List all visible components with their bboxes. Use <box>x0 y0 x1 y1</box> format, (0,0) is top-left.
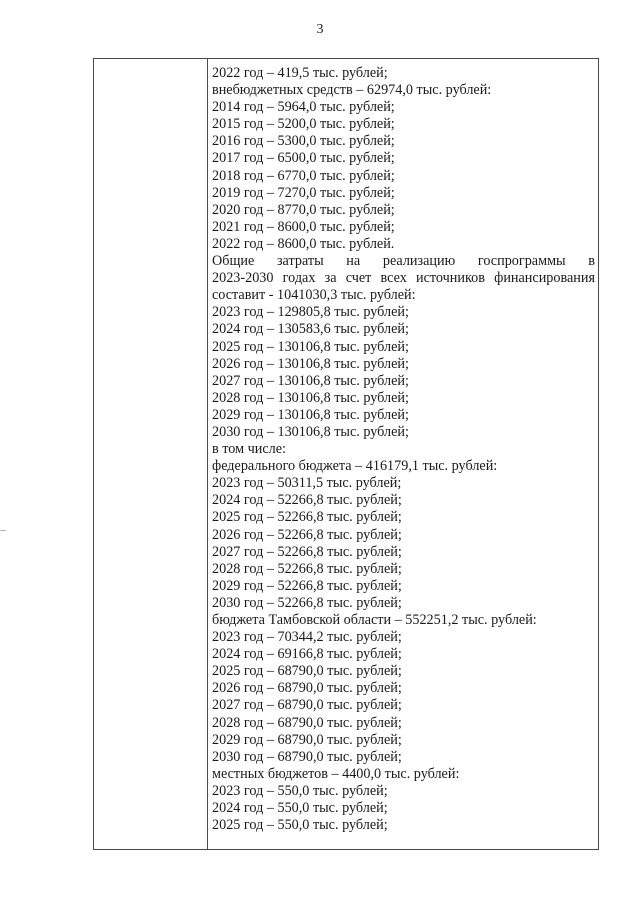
funding-line: 2019 год – 7270,0 тыс. рублей; <box>212 184 395 201</box>
table-content-cell <box>208 59 598 849</box>
funding-line: 2018 год – 6770,0 тыс. рублей; <box>212 167 395 184</box>
funding-lines-part-2 <box>212 287 595 834</box>
funding-line: 2028 год – 130106,8 тыс. рублей; <box>212 389 409 406</box>
funding-line: бюджета Тамбовской области – 552251,2 тыс. рублей: <box>212 612 537 628</box>
funding-line: 2015 год – 5200,0 тыс. рублей; <box>212 116 395 133</box>
funding-line: 2026 год – 68790,0 тыс. рублей; <box>212 680 402 697</box>
funding-line: 2022 год – 419,5 тыс. рублей; <box>212 65 388 81</box>
funding-line: 2027 год – 130106,8 тыс. рублей; <box>212 372 409 389</box>
justified-word: затраты <box>276 253 324 270</box>
funding-line: 2029 год – 130106,8 тыс. рублей; <box>212 406 409 423</box>
funding-line: 2026 год – 130106,8 тыс. рублей; <box>212 355 409 372</box>
funding-line: 2016 год – 5300,0 тыс. рублей; <box>212 133 395 150</box>
justified-word: в <box>588 253 595 270</box>
justified-line-period <box>212 270 595 287</box>
funding-line: 2023 год – 50311,5 тыс. рублей; <box>212 475 402 492</box>
funding-line: 2029 год – 68790,0 тыс. рублей; <box>212 731 402 748</box>
table-label-cell <box>94 59 208 849</box>
funding-line: 2030 год – 52266,8 тыс. рублей; <box>212 594 402 611</box>
funding-line: 2026 год – 52266,8 тыс. рублей; <box>212 526 402 543</box>
page-number: 3 <box>316 22 324 37</box>
justified-word: Общие <box>212 253 255 270</box>
funding-line: 2025 год – 130106,8 тыс. рублей; <box>212 338 409 355</box>
funding-line: 2027 год – 52266,8 тыс. рублей; <box>212 543 402 560</box>
funding-line: 2020 год – 8770,0 тыс. рублей; <box>212 201 395 218</box>
funding-line: 2025 год – 52266,8 тыс. рублей; <box>212 509 402 526</box>
funding-line: 2029 год – 52266,8 тыс. рублей; <box>212 577 402 594</box>
justified-word: госпрограммы <box>477 253 566 270</box>
funding-line: 2023 год – 550,0 тыс. рублей; <box>212 782 388 799</box>
funding-line: 2025 год – 550,0 тыс. рублей; <box>212 817 388 834</box>
justified-word: на <box>346 253 361 270</box>
funding-line: 2025 год – 68790,0 тыс. рублей; <box>212 663 402 680</box>
funding-line: 2014 год – 5964,0 тыс. рублей; <box>212 99 395 116</box>
funding-line: 2030 год – 68790,0 тыс. рублей; <box>212 748 402 765</box>
funding-line: федерального бюджета – 416179,1 тыс. рублей: <box>212 458 498 475</box>
funding-line: 2028 год – 68790,0 тыс. рублей; <box>212 714 402 731</box>
funding-line: 2024 год – 52266,8 тыс. рублей; <box>212 492 402 509</box>
funding-line: 2021 год – 8600,0 тыс. рублей; <box>212 218 395 235</box>
funding-line: 2024 год – 69166,8 тыс. рублей; <box>212 646 402 663</box>
funding-line: внебюджетных средств – 62974,0 тыс. рублей: <box>212 82 492 99</box>
funding-line: 2027 год – 68790,0 тыс. рублей; <box>212 697 402 714</box>
funding-line: 2024 год – 550,0 тыс. рублей; <box>212 800 388 817</box>
justified-line-total-costs <box>212 253 595 270</box>
funding-line: 2017 год – 6500,0 тыс. рублей; <box>212 150 395 167</box>
funding-lines-part-1 <box>212 65 595 253</box>
funding-line: 2024 год – 130583,6 тыс. рублей; <box>212 321 409 338</box>
funding-line: 2023 год – 129805,8 тыс. рублей; <box>212 304 409 321</box>
funding-line: 2022 год – 8600,0 тыс. рублей. <box>212 235 395 252</box>
funding-line: местных бюджетов – 4400,0 тыс. рублей: <box>212 765 460 782</box>
justified-line-period-text: 2023-2030 годах за счет всех источников финансирования <box>212 270 595 287</box>
funding-table <box>93 58 599 850</box>
funding-line: составит - 1041030,3 тыс. рублей: <box>212 287 416 304</box>
funding-line: 2030 год – 130106,8 тыс. рублей; <box>212 423 409 440</box>
funding-line: в том числе: <box>212 441 286 458</box>
justified-word: реализацию <box>382 253 456 270</box>
scan-edge-mark <box>0 530 6 531</box>
funding-line: 2028 год – 52266,8 тыс. рублей; <box>212 560 402 577</box>
funding-line: 2023 год – 70344,2 тыс. рублей; <box>212 629 402 646</box>
